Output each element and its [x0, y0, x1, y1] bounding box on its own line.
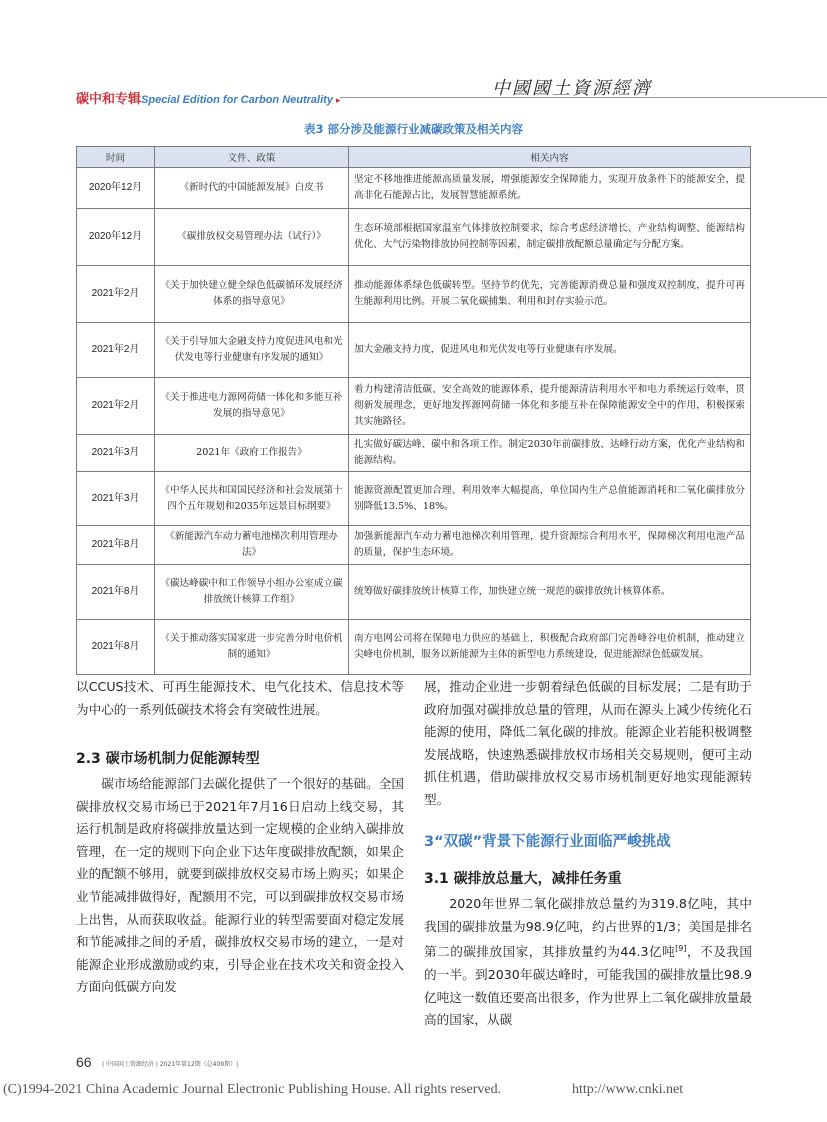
cell-time: 2020年12月 — [77, 209, 155, 266]
cell-document: 《关于推动落实国家进一步完善分时电价机制的通知》 — [155, 620, 349, 675]
section-title-cn: 碳中和专辑 — [76, 92, 142, 107]
table-row — [77, 472, 751, 526]
cell-content: 生态环境部根据国家温室气体排放控制要求，综合考虑经济增长、产业结构调整、能源结构优化、大气污染物排放协同控制等因素，制定碳排放配额总量确定与分配方案。 — [349, 209, 751, 266]
section-title-en: Special Edition for Carbon Neutrality — [141, 94, 333, 106]
table-row — [77, 435, 751, 472]
cell-document: 《关于加快建立健全绿色低碳循环发展经济体系的指导意见》 — [155, 266, 349, 323]
section-header — [76, 88, 340, 107]
cell-document: 《碳排放权交易管理办法（试行）》 — [155, 209, 349, 266]
table-row — [77, 526, 751, 565]
column-header-content: 相关内容 — [349, 147, 751, 168]
cell-time: 2021年8月 — [77, 620, 155, 675]
left-paragraph-continued: 以CCUS技术、可再生能源技术、电气化技术、信息技术等为中心的一系列低碳技术将会有突破性进展。 — [76, 679, 404, 717]
reference-mark: [9] — [675, 944, 687, 954]
right-paragraph-emissions — [424, 893, 752, 1032]
table-header-row — [77, 147, 751, 168]
cell-time: 2021年3月 — [77, 435, 155, 472]
table-row — [77, 266, 751, 323]
cell-document: 《新能源汽车动力蓄电池梯次利用管理办法》 — [155, 526, 349, 565]
table-row — [77, 565, 751, 620]
cell-time: 2021年3月 — [77, 472, 155, 526]
copyright-text: (C)1994-2021 China Academic Journal Electronic Publishing House. All rights reserved. — [3, 1082, 502, 1097]
cell-document: 《新时代的中国能源发展》白皮书 — [155, 168, 349, 209]
cell-content: 能源资源配置更加合理、利用效率大幅提高，单位国内生产总值能源消耗和二氧化碳排放分别降低13.5%、18%。 — [349, 472, 751, 526]
left-paragraph-carbon-market: 碳市场给能源部门去碳化提供了一个很好的基础。全国碳排放权交易市场已于2021年7月16日启动上线交易，其运行机制是政府将碳排放量达到一定规模的企业纳入碳排放管理，在一定的规则下向企业下达年度碳排放配额，如果企业的配额不够用，就要到碳排放权交易市场上购买；如果企业节能减排做得好，配额用不完，可以到碳排放权交易市场上出售，从而获取收益。能源行业的转型需要面对稳定发展和节能减排之间的矛盾，碳排放权交易市场的建立，一是对能源企业形成激励或约束，引导企业在技术攻关和资金投入方面向低碳方向发 — [76, 776, 404, 995]
cell-time: 2021年8月 — [77, 526, 155, 565]
section-heading-2-3: 2.3 碳市场机制力促能源转型 — [76, 751, 260, 767]
cell-document: 2021年《政府工作报告》 — [155, 435, 349, 472]
cell-time: 2021年2月 — [77, 266, 155, 323]
cell-time: 2021年8月 — [77, 565, 155, 620]
table-row — [77, 168, 751, 209]
cell-document: 《碳达峰碳中和工作领导小组办公室成立碳排放统计核算工作组》 — [155, 565, 349, 620]
cell-time: 2020年12月 — [77, 168, 155, 209]
cell-content: 扎实做好碳达峰、碳中和各项工作。制定2030年前碳排放、达峰行动方案，优化产业结构和能源结构。 — [349, 435, 751, 472]
table-row — [77, 209, 751, 266]
policy-table — [76, 146, 751, 675]
cell-content: 加大金融支持力度，促进风电和光伏发电等行业健康有序发展。 — [349, 323, 751, 378]
cell-document: 《关于推进电力源网荷储一体化和多能互补发展的指导意见》 — [155, 378, 349, 435]
cell-content: 统筹做好碳排放统计核算工作，加快建立统一规范的碳排放统计核算体系。 — [349, 565, 751, 620]
table-title: 表3 部分涉及能源行业减碳政策及相关内容 — [303, 122, 523, 136]
cell-content: 加强新能源汽车动力蓄电池梯次利用管理，提升资源综合利用水平，保障梯次利用电池产品的质量，保护生态环境。 — [349, 526, 751, 565]
section-heading-3-1: 3.1 碳排放总量大，减排任务重 — [424, 871, 622, 887]
emissions-text-b: ，不及我国的一半。到2030年碳达峰时，可能我国的碳排放量比98.9亿吨这一数值还要高出很多，作为世界上二氧化碳排放量最高的国家，从碳 — [424, 944, 752, 1028]
cnki-url: http://www.cnki.net — [572, 1082, 684, 1097]
page-number: 66 — [76, 1054, 92, 1070]
journal-info: | 中国国土资源经济 | 2021年第12期（总409期）| — [102, 1061, 239, 1068]
table-row — [77, 378, 751, 435]
cell-content: 南方电网公司将在保障电力供应的基础上，积极配合政府部门完善峰谷电价机制，推动建立尖峰电价机制，服务以新能源为主体的新型电力系统建设，促进能源绿色低碳发展。 — [349, 620, 751, 675]
cell-time: 2021年2月 — [77, 323, 155, 378]
cell-content: 推动能源体系绿色低碳转型。坚持节约优先，完善能源消费总量和强度双控制度，提升可再生能源利用比例。开展二氧化碳捕集、利用和封存实验示范。 — [349, 266, 751, 323]
column-header-document: 文件、政策 — [155, 147, 349, 168]
right-paragraph-continued: 展，推动企业进一步朝着绿色低碳的目标发展；二是有助于政府加强对碳排放总量的管理，从而在源头上减少传统化石能源的使用，降低二氧化碳的排放。能源企业若能积极调整发展战略，快速熟悉碳排放权市场相关交易规则，便可主动抓住机遇，借助碳排放权交易市场机制更好地实现能源转型。 — [424, 679, 752, 807]
cell-document: 《关于引导加大金融支持力度促进风电和光伏发电等行业健康有序发展的通知》 — [155, 323, 349, 378]
cell-time: 2021年2月 — [77, 378, 155, 435]
emissions-text-a: 2020年世界二氧化碳排放总量约为319.8亿吨，其中我国的碳排放量为98.9亿吨，约占世界的1/3；美国是排名第二的碳排放国家，其排放量约为44.3亿吨 — [424, 896, 752, 960]
table-row — [77, 620, 751, 675]
column-header-time: 时间 — [77, 147, 155, 168]
cell-content: 坚定不移地推进能源高质量发展，增强能源安全保障能力，实现开放条件下的能源安全，提高非化石能源占比，发展智慧能源系统。 — [349, 168, 751, 209]
arrow-icon: ▸ — [335, 96, 341, 106]
section-heading-3: 3“双碳”背景下能源行业面临严峻挑战 — [424, 834, 671, 850]
cell-document: 《中华人民共和国国民经济和社会发展第十四个五年规划和2035年远景目标纲要》 — [155, 472, 349, 526]
journal-logo: 中國國土資源經濟 — [492, 78, 652, 99]
table-row — [77, 323, 751, 378]
cell-content: 着力构建清洁低碳、安全高效的能源体系，提升能源清洁利用水平和电力系统运行效率，贯彻新发展理念，更好地发挥源网荷储一体化和多能互补在保障能源安全中的作用，积极探索其实施路径。 — [349, 378, 751, 435]
